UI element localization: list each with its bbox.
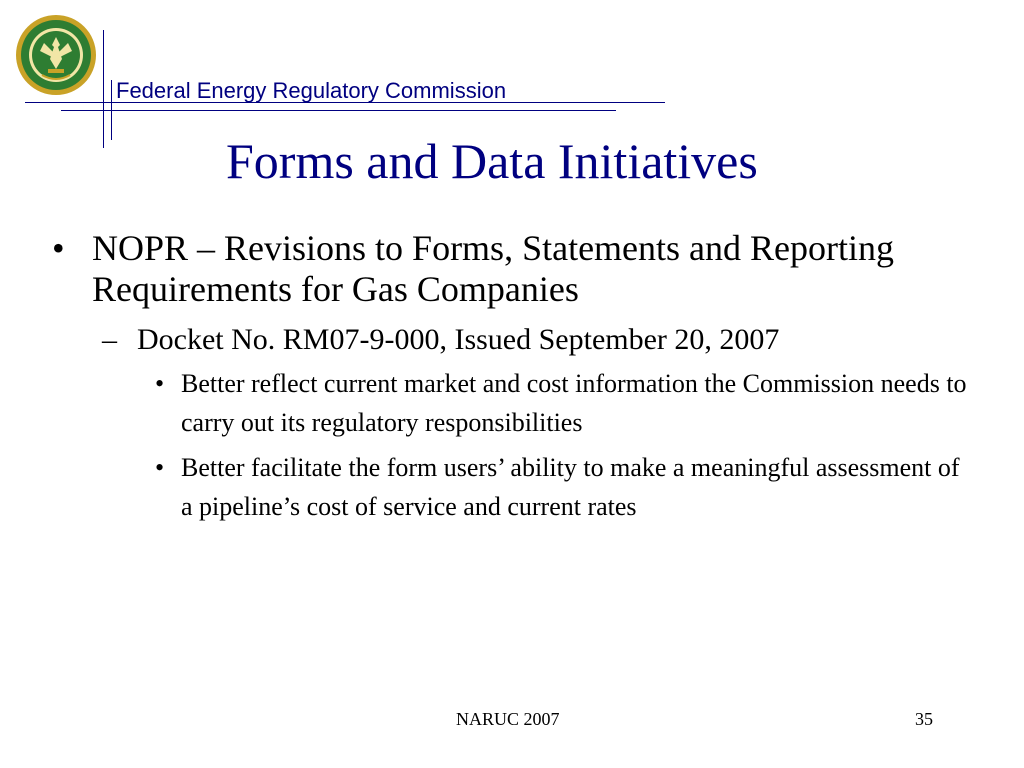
bullet-level-2 [102, 322, 982, 358]
header-rule-vertical-left [103, 30, 104, 148]
bullet-dot-icon: • [155, 369, 165, 398]
bullet-level-3 [155, 364, 982, 442]
ferc-seal-icon [14, 13, 98, 97]
bullet-text: NOPR – Revisions to Forms, Statements and Reporting Requirements for Gas Companies [92, 228, 895, 309]
header-rule-bottom [61, 110, 616, 111]
bullet-text: Docket No. RM07-9-000, Issued September 20, 2007 [137, 323, 780, 356]
bullet-dot-icon: • [155, 453, 165, 482]
header-rule-vertical-right [111, 80, 112, 140]
slide-title: Forms and Data Initiatives [226, 133, 758, 189]
bullet-text: Better facilitate the form users’ ability to make a meaningful assessment of a pipeline’s cost of service and current rates [181, 453, 960, 521]
bullet-text: Better reflect current market and cost information the Commission needs to carry out its regulatory responsibilities [181, 369, 967, 437]
footer-event: NARUC 2007 [456, 709, 560, 729]
page-number: 35 [915, 709, 933, 729]
bullet-level-1 [52, 228, 982, 310]
bullet-level-3 [155, 448, 982, 526]
bullet-list [52, 228, 982, 526]
bullet-dash-icon: – [102, 323, 117, 356]
bullet-dot-icon: • [52, 228, 65, 268]
organization-name: Federal Energy Regulatory Commission [116, 78, 507, 103]
